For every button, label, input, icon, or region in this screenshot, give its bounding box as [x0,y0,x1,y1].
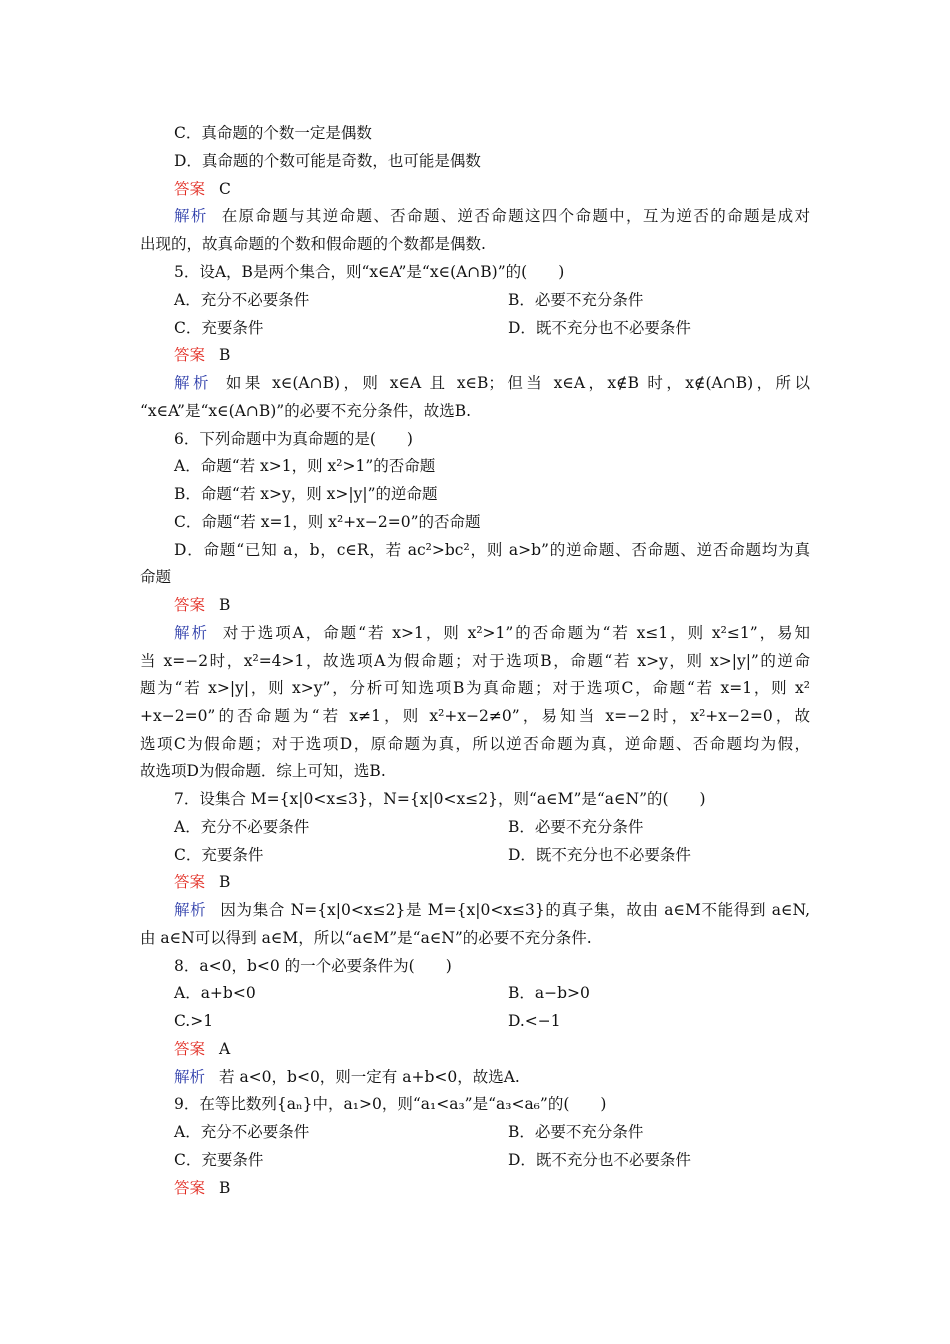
q9-stem: 9．在等比数列{aₙ}中，a₁>0，则“a₁<a₃”是“a₃<a₆”的( ) [174,1095,607,1113]
q8-option-c: C.>1 [174,1012,214,1030]
analysis-label: 解析 [174,207,208,225]
q5-options-row1 [174,290,810,310]
q8-option-b: B．a−b>0 [508,984,590,1002]
q5-option-c: C．充要条件 [174,319,264,337]
q8-stem: 8．a<0，b<0 的一个必要条件为( ) [174,957,452,975]
q6-analysis-line3: 题为“若 x>|y|，则 x>y”，分析可知选项B为真命题；对于选项C，命题“若 x=1，则 x² [140,679,810,697]
q4-answer [174,179,810,199]
answer-value: B [219,346,231,364]
analysis-text: 若 a<0，b<0，则一定有 a+b<0，故选A. [219,1068,520,1086]
q4-analysis-line1 [174,206,810,226]
q5-option-b: B．必要不充分条件 [508,291,644,309]
q6-answer [174,595,810,615]
analysis-label: 解析 [174,624,209,642]
q6-option-d-line2: 命题 [140,568,172,586]
q7-analysis-line1 [174,900,810,920]
analysis-text: 对于选项A，命题“若 x>1，则 x²>1”的否命题为“若 x≤1，则 x²≤1”，易知 [222,624,810,642]
q5-option-a: A．充分不必要条件 [174,291,310,309]
q6-option-a: A．命题“若 x>1，则 x²>1”的否命题 [174,457,436,475]
analysis-label: 解析 [174,901,207,919]
q9-option-a: A．充分不必要条件 [174,1123,310,1141]
q9-answer [174,1178,810,1198]
q4-option-d: D．真命题的个数可能是奇数，也可能是偶数 [174,152,481,170]
q5-answer [174,345,810,365]
answer-label: 答案 [174,180,206,198]
analysis-text: 在原命题与其逆命题、否命题、逆否命题这四个命题中，互为逆否的命题是成对 [221,207,810,225]
q8-answer [174,1039,810,1059]
analysis-label: 解析 [174,1068,206,1086]
q6-analysis-line5: 选项C为假命题；对于选项D，原命题为真，所以逆否命题为真，逆命题、否命题均为假， [140,735,810,753]
q7-option-a: A．充分不必要条件 [174,818,310,836]
q6-analysis-line2: 当 x=−2时，x²=4>1，故选项A为假命题；对于选项B，命题“若 x>y，则 x>|y|”的逆命 [140,652,810,670]
q6-option-d-line1: D．命题“已知 a，b，c∈R，若 ac²>bc²，则 a>b”的逆命题、否命题、逆否命题均为真 [174,541,810,559]
analysis-text: 如果 x∈(A∩B)，则 x∈A 且 x∈B；但当 x∈A，x∉B 时，x∉(A∩B)，所以 [225,374,810,392]
answer-label: 答案 [174,346,206,364]
answer-value: B [219,873,231,891]
answer-value: A [219,1040,231,1058]
q7-option-b: B．必要不充分条件 [508,818,644,836]
q5-option-d: D．既不充分也不必要条件 [508,319,691,337]
q5-analysis-line1 [174,373,810,393]
q8-option-a: A．a+b<0 [174,984,256,1002]
answer-value: B [219,1179,231,1197]
q4-analysis-line2: 出现的，故真命题的个数和假命题的个数都是偶数. [140,235,486,253]
answer-label: 答案 [174,1040,206,1058]
answer-value: B [219,596,231,614]
analysis-text: 因为集合 N={x|0<x≤2}是 M={x|0<x≤3}的真子集，故由 a∈M不能得到 a∈N, [220,901,810,919]
analysis-label: 解析 [174,374,212,392]
q7-stem: 7．设集合 M={x|0<x≤3}，N={x|0<x≤2}，则“a∈M”是“a∈N”的( ) [174,790,706,808]
q9-option-b: B．必要不充分条件 [508,1123,644,1141]
q7-option-d: D．既不充分也不必要条件 [508,846,691,864]
answer-label: 答案 [174,873,206,891]
answer-label: 答案 [174,596,206,614]
q5-analysis-line2: “x∈A”是“x∈(A∩B)”的必要不充分条件，故选B. [140,402,472,420]
q6-stem: 6．下列命题中为真命题的是( ) [174,430,413,448]
q6-analysis-line4: +x−2=0”的否命题为“若 x≠1，则 x²+x−2≠0”，易知当 x=−2时，x²+x−2=0，故 [140,707,810,725]
q7-answer [174,872,810,892]
answer-value: C [219,180,231,198]
q9-option-c: C．充要条件 [174,1151,264,1169]
answer-label: 答案 [174,1179,206,1197]
q5-stem: 5．设A，B是两个集合，则“x∈A”是“x∈(A∩B)”的( ) [174,263,565,281]
q8-analysis-line1 [174,1067,810,1087]
q6-option-c: C．命题“若 x=1，则 x²+x−2=0”的否命题 [174,513,481,531]
q6-analysis-line6: 故选项D为假命题．综上可知，选B. [140,762,386,780]
q8-option-d: D.<−1 [508,1012,561,1030]
q7-analysis-line2: 由 a∈N可以得到 a∈M，所以“a∈M”是“a∈N”的必要不充分条件. [140,929,592,947]
q7-option-c: C．充要条件 [174,846,264,864]
q4-option-c: C．真命题的个数一定是偶数 [174,124,372,142]
q6-option-b: B．命题“若 x>y，则 x>|y|”的逆命题 [174,485,438,503]
q9-option-d: D．既不充分也不必要条件 [508,1151,691,1169]
q6-analysis-line1 [174,623,810,643]
